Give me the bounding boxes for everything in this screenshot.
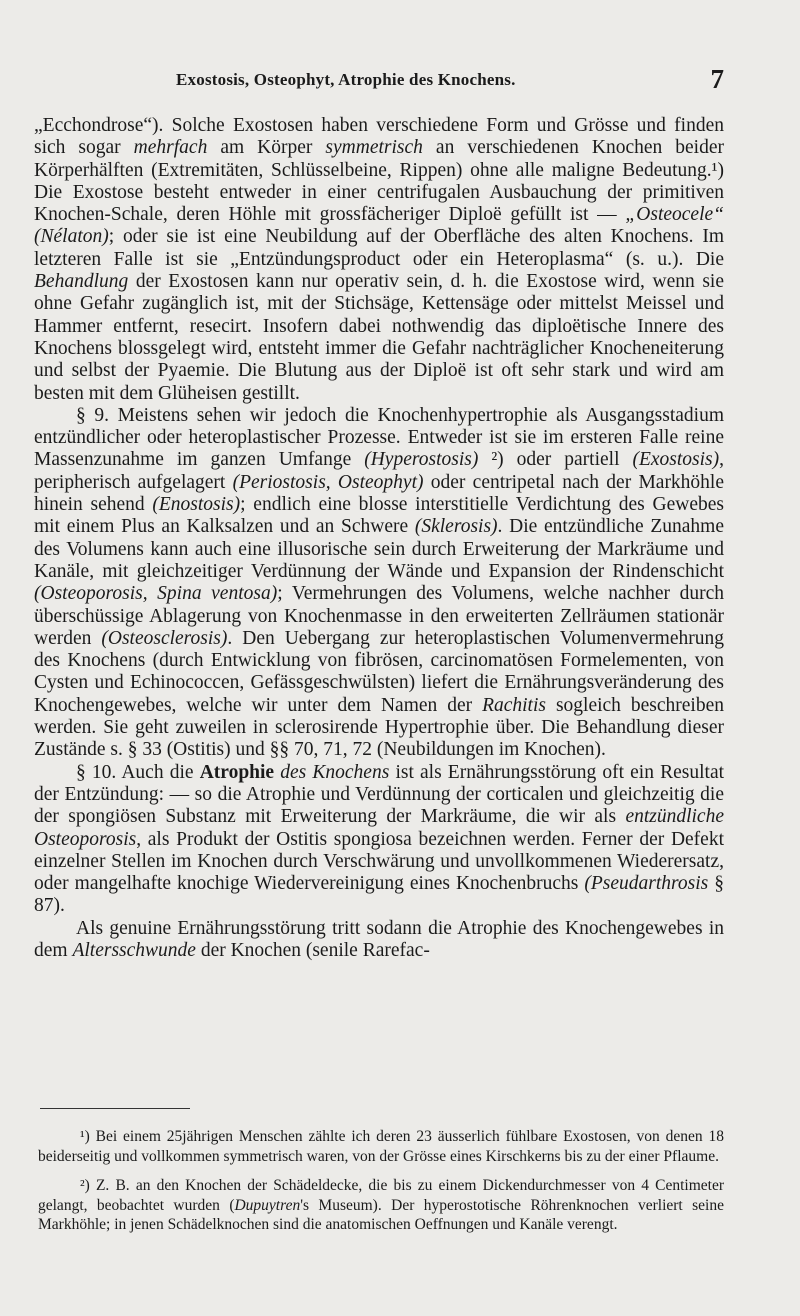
italic-text: (Osteoporosis, Spina ventosa) xyxy=(34,583,278,605)
running-header xyxy=(34,64,724,98)
text-run: Als genuine Ernährungsstörung tritt sodann die Atrophie des Knochengewebes in dem xyxy=(34,917,724,961)
text-run: , peripherisch aufgelagert xyxy=(34,449,724,493)
italic-text: Rachitis xyxy=(482,694,546,716)
italic-text: Behandlung xyxy=(34,271,129,293)
paragraph-continuation xyxy=(34,115,724,405)
text-run: „Ecchondrose“). Solche Exostosen haben verschiedene Form und Grösse und finden sich sogar xyxy=(34,115,724,159)
text-run: ²) oder partiell xyxy=(478,449,633,471)
italic-text: Dupuytren xyxy=(234,1196,301,1214)
italic-text: (Hyperostosis) xyxy=(364,449,479,471)
text-run: 's Museum). Der hyperostotische Röhrenknochen verliert seine Markhöhle; in jenen Schädelknochen sind die anatomischen Oeffnungen und Kanäle verengt. xyxy=(38,1196,724,1233)
text-run: , als Produkt der Ostitis spongiosa bezeichnen werden. Ferner der Defekt einzelner Stellen im Knochen durch Verschwärung und unvollkommenen Wiederersatz, oder mangelhafte knochige Wiedervereinigung eines Knochenbruchs xyxy=(34,828,724,895)
page-number: 7 xyxy=(710,64,724,94)
text-run: ist als Ernährungsstörung oft ein Resultat der Entzündung: — so die Atrophie und Verdünnung der corticalen und gleichzeitig die der spongiösen Substanz mit Erweiterung der Markräume, die wir als xyxy=(34,761,725,828)
footnote-rule xyxy=(40,1108,190,1109)
text-run: ; oder sie ist eine Neubildung auf der Oberfläche des alten Knochens. Im letzteren Falle ist sie „Entzündungsproduct oder ein Heteroplasma“ (s. u.). Die xyxy=(34,226,724,270)
body-text xyxy=(34,115,724,962)
text-run: an verschiedenen Knochen beider Körperhälften (Extremitäten, Schlüsselbeine, Rippen) ohne alle maligne Bedeutung.¹) Die Exostose besteht entweder in einer centrifugalen Ausbauchung der primitiven Knochen-Schale, deren Höhle mit grossfächeriger Diploë gefüllt ist — xyxy=(34,137,724,226)
text-run: ¹) Bei einem 25jährigen Menschen zählte ich deren 23 äusserlich fühlbare Exostosen, von denen 18 beiderseitig und vollkommen symmetrisch waren, von der Grösse eines Kirschkerns bis zu der einer Pflaume. xyxy=(38,1128,724,1165)
italic-text: (Periostosis, Osteophyt) xyxy=(232,471,424,493)
text-run: . Den Uebergang zur heteroplastischen Volumenvermehrung des Knochens (durch Entwicklung von fibrösen, carcinomatösen Formelementen, von Cysten und Echinococcen, Gefässgeschwülsten) liefert die Ernährungsveränderung des Knochengewebes, welche wir unter dem Namen der xyxy=(34,627,724,716)
text-run: der Knochen (senile Rarefac- xyxy=(195,939,430,961)
paragraph-section-10 xyxy=(34,762,724,918)
text-run: ; endlich eine blosse interstitielle Verdichtung des Gewebes mit einem Plus an Kalksalzen und an Schwere xyxy=(34,494,724,538)
italic-text: Altersschwunde xyxy=(72,939,196,961)
italic-text: (Enostosis) xyxy=(152,494,241,516)
text-run: § 10. Auch die xyxy=(76,761,200,783)
paragraph-section-9 xyxy=(34,405,724,762)
footnote-1 xyxy=(38,1127,724,1166)
footnote-2 xyxy=(38,1176,724,1235)
italic-text: (Exostosis) xyxy=(632,449,720,471)
paragraph-senile-atrophy xyxy=(34,918,724,963)
text-run: am Körper xyxy=(207,137,326,159)
text-run: § 9. Meistens sehen wir jedoch die Knochenhypertrophie als Ausgangsstadium entzündlicher oder heteroplastischer Prozesse. Entweder ist sie im ersteren Falle reine Massenzunahme im ganzen Umfange xyxy=(34,404,724,471)
italic-text: symmetrisch xyxy=(325,137,423,159)
italic-text: (Sklerosis) xyxy=(414,516,498,538)
text-run: sogleich beschreiben werden. Sie geht zuweilen in sclerosirende Hypertrophie über. Die Behandlung dieser Zustände s. § 33 (Ostitis) und §§ 70, 71, 72 (Neubildungen im Knochen). xyxy=(34,694,724,761)
footnotes xyxy=(38,1127,724,1245)
text-run: § 87). xyxy=(34,873,725,917)
text-run: oder centripetal nach der Markhöhle hinein sehend xyxy=(34,471,725,516)
text-run: . Die entzündliche Zunahme des Volumens kann auch eine illusorische sein durch Erweiterung der Markräume und Kanäle, mit gleichzeitiger Verdünnung der Wände und Expansion der Rindenschicht xyxy=(34,516,725,582)
running-title: Exostosis, Osteophyt, Atrophie des Knochens. xyxy=(176,70,516,89)
italic-text: mehrfach xyxy=(133,137,208,159)
italic-text: des Knochens xyxy=(280,761,390,783)
text-run: ²) Z. B. an den Knochen der Schädeldecke, die bis zu einem Dickendurchmesser von 4 Centimeter gelangt, beobachtet wurden ( xyxy=(38,1177,724,1214)
italic-text: (Pseudarthrosis xyxy=(584,873,709,895)
bold-text: Atrophie xyxy=(199,761,275,783)
italic-text: entzündliche Osteoporosis xyxy=(34,806,724,850)
text-run: der Exostosen kann nur operativ sein, d. h. die Exostose wird, wenn sie ohne Gefahr zugänglich ist, mit der Stichsäge, Kettensäge oder mittelst Meissel und Hammer entfernt, resecirt. Insofern dabei nothwendig das diploëtische Innere des Knochens blossgelegt wird, entsteht immer die Gefahr nachträglicher Knocheneiterung und selbst der Pyaemie. Die Blutung aus der Diploë ist oft sehr stark und wird am besten mit dem Glüheisen gestillt. xyxy=(34,271,724,404)
italic-text: (Osteosclerosis) xyxy=(101,627,228,649)
italic-text: „Osteocele“ (Nélaton) xyxy=(34,204,724,248)
text-run: ; Vermehrungen des Volumens, welche nachher durch überschüssige Ablagerung von Knochenmasse in den erweiterten Zellräumen stationär werden xyxy=(34,583,724,649)
